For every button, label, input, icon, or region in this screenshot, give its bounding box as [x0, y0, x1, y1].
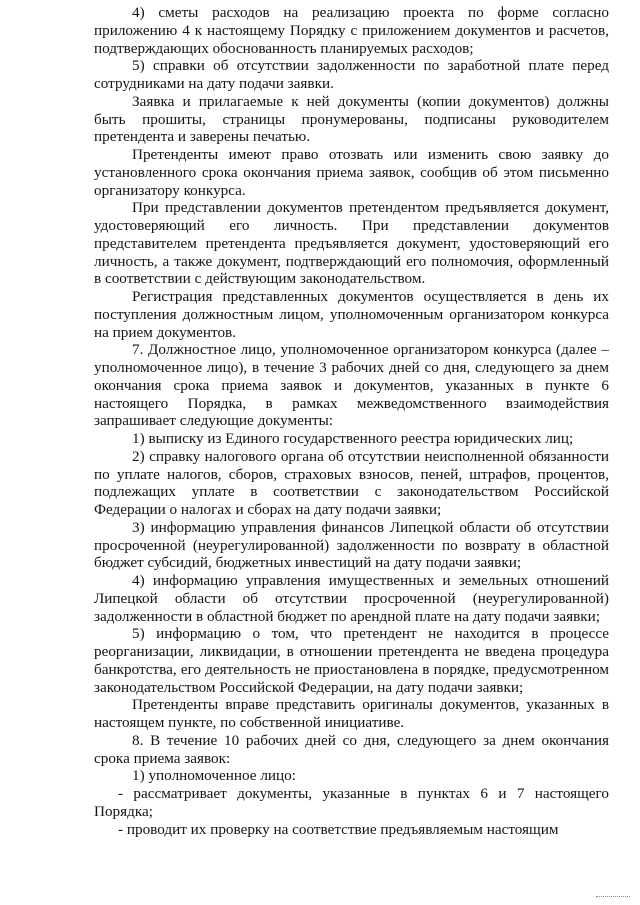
- paragraph-identity-document: При представлении документов претендентом предъявляется документ, удостоверяющий его личность. При представлении документов представителем претендента предъявляется документ, удостоверяющий его личность, а также документ, подтверждающий его полномочия, оформленный в соответствии с действующим законодательством.: [94, 199, 609, 288]
- paragraph-request-5: 5) информацию о том, что претендент не находится в процессе реорганизации, ликвидации, в отношении претендента не введена процедура банкротства, его деятельность не приостановлена в порядке, предусмотренном законодательством Российской Федерации, на дату подачи заявки;: [94, 625, 609, 696]
- document-page: [94, 4, 609, 838]
- paragraph-section-7: 7. Должностное лицо, уполномоченное организатором конкурса (далее – уполномоченное лицо), в течение 3 рабочих дней со дня, следующего за днем окончания срока приема заявок и документов, указанных в пункте 6 настоящего Порядка, в рамках межведомственного взаимодействия запрашивает следующие документы:: [94, 341, 609, 430]
- paragraph-originals: Претенденты вправе представить оригиналы документов, указанных в настоящем пункте, по собственной инициативе.: [94, 696, 609, 731]
- paragraph-item-5: 5) справки об отсутствии задолженности по заработной плате перед сотрудниками на дату подачи заявки.: [94, 57, 609, 92]
- paragraph-item-4: 4) сметы расходов на реализацию проекта по форме согласно приложению 4 к настоящему Порядку с приложением документов и расчетов, подтверждающих обоснованность планируемых расходов;: [94, 4, 609, 57]
- paragraph-request-3: 3) информацию управления финансов Липецкой области об отсутствии просроченной (неурегулированной) задолженности по возврату в областной бюджет субсидий, бюджетных инвестиций на дату подачи заявки;: [94, 518, 609, 572]
- page-edge-mark: [596, 893, 630, 897]
- paragraph-request-4: 4) информацию управления имущественных и земельных отношений Липецкой области об отсутствии просроченной (неурегулированной) задолженности в областной бюджет по арендной плате на дату подачи заявки;: [94, 572, 609, 625]
- paragraph-withdraw-application: Претенденты имеют право отозвать или изменить свою заявку до установленного срока окончания приема заявок, сообщив об этом письменно организатору конкурса.: [94, 146, 609, 199]
- paragraph-request-1: 1) выписку из Единого государственного реестра юридических лиц;: [132, 430, 574, 447]
- paragraph-authorized-person: 1) уполномоченное лицо:: [132, 767, 296, 785]
- paragraph-section-8: 8. В течение 10 рабочих дней со дня, следующего за днем окончания срока приема заявок:: [94, 731, 609, 767]
- paragraph-registration: Регистрация представленных документов осуществляется в день их поступления должностным лицом, уполномоченным организатором конкурса на прием документов.: [94, 288, 609, 341]
- list-item-verify-documents: - проводит их проверку на соответствие предъявляемым настоящим: [118, 820, 559, 838]
- paragraph-request-2: 2) справку налогового органа об отсутствии неисполненной обязанности по уплате налогов, сборов, страховых взносов, пеней, штрафов, процентов, подлежащих уплате в соответствии с законодательством Российской Федерации о налогах и сборах на дату подачи заявки;: [94, 447, 609, 518]
- paragraph-application-binding: Заявка и прилагаемые к ней документы (копии документов) должны быть прошиты, страницы пронумерованы, подписаны руководителем претендента и заверены печатью.: [94, 92, 609, 146]
- list-item-review-documents: - рассматривает документы, указанные в пунктах 6 и 7 настоящего Порядка;: [94, 785, 609, 820]
